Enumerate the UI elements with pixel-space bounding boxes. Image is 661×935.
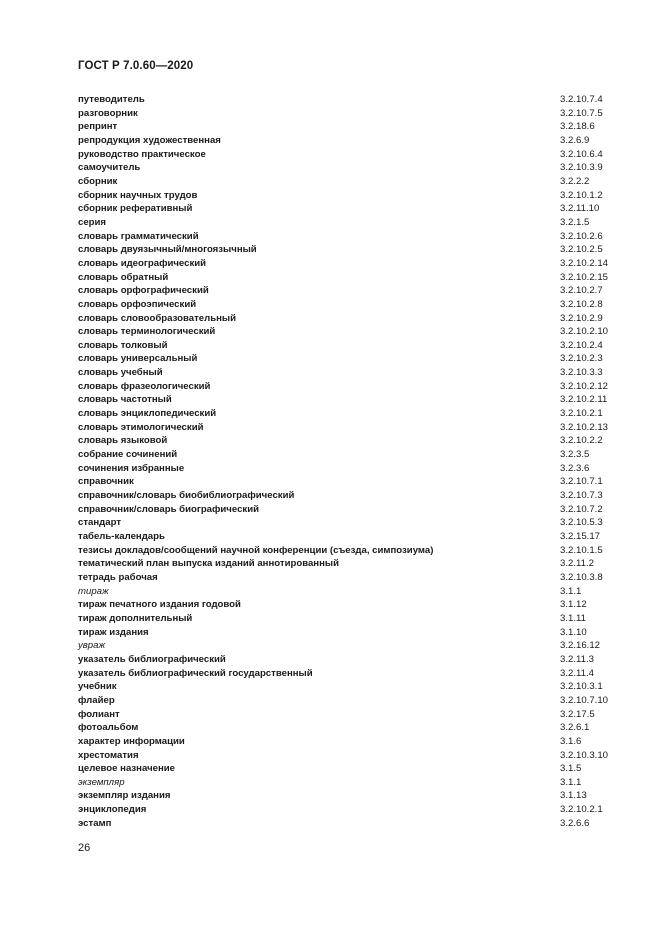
index-reference: 3.2.10.2.13 — [560, 421, 609, 433]
index-term: экземпляр издания — [78, 790, 171, 802]
index-reference: 3.2.10.3.3 — [560, 367, 603, 379]
index-reference: 3.2.10.3.9 — [560, 162, 603, 174]
index-reference: 3.2.10.2.5 — [560, 244, 603, 256]
index-term: эстамп — [78, 817, 112, 829]
index-entry — [78, 612, 618, 626]
document-header: ГОСТ Р 7.0.60—2020 — [78, 60, 194, 72]
index-entry — [78, 762, 618, 776]
index-term: словарь толковый — [78, 339, 168, 351]
index-entry — [78, 380, 618, 394]
index-reference: 3.2.10.2.9 — [560, 312, 603, 324]
index-reference: 3.2.10.7.5 — [560, 107, 603, 119]
index-reference: 3.1.1 — [560, 585, 582, 597]
index-entry — [78, 312, 618, 326]
index-entry — [78, 462, 618, 476]
index-term: учебник — [78, 681, 117, 693]
index-entry — [78, 598, 618, 612]
index-reference: 3.2.11.2 — [560, 558, 594, 570]
index-reference: 3.2.10.2.4 — [560, 339, 603, 351]
index-entry — [78, 216, 618, 230]
index-term: словарь учебный — [78, 367, 163, 379]
index-entry — [78, 161, 618, 175]
index-entry — [78, 708, 618, 722]
index-entry — [78, 503, 618, 517]
index-reference: 3.2.10.2.7 — [560, 285, 603, 297]
index-entry — [78, 107, 618, 121]
index-reference: 3.2.10.1.5 — [560, 544, 603, 556]
index-reference: 3.2.10.7.4 — [560, 94, 603, 105]
index-term: словарь языковой — [78, 435, 168, 447]
index-entry — [78, 653, 618, 667]
index-entry — [78, 680, 618, 694]
index-entry — [78, 817, 618, 831]
index-reference: 3.2.10.2.10 — [560, 326, 609, 338]
index-term: словарь двуязычный/многоязычный — [78, 244, 257, 256]
index-entry — [78, 776, 618, 790]
index-reference: 3.2.11.4 — [560, 667, 594, 679]
index-reference: 3.2.10.2.1 — [560, 408, 603, 420]
index-entry — [78, 516, 618, 530]
index-entry — [78, 202, 618, 216]
index-reference: 3.1.11 — [560, 612, 586, 624]
index-term: тираж дополнительный — [78, 612, 193, 624]
index-reference: 3.2.10.2.14 — [560, 257, 609, 269]
index-entry — [78, 448, 618, 462]
index-reference: 3.1.13 — [560, 790, 587, 802]
index-entry — [78, 475, 618, 489]
term-index-list — [78, 93, 618, 830]
index-entry — [78, 530, 618, 544]
index-term: справочник — [78, 476, 134, 488]
index-term: тираж — [78, 585, 109, 597]
index-entry — [78, 352, 618, 366]
index-entry — [78, 735, 618, 749]
index-entry — [78, 571, 618, 585]
index-reference: 3.2.10.1.2 — [560, 189, 603, 201]
index-entry — [78, 489, 618, 503]
index-term: табель-календарь — [78, 531, 165, 542]
index-term: словарь орфоэпический — [78, 298, 197, 310]
index-reference: 3.2.6.1 — [560, 722, 590, 734]
index-entry — [78, 407, 618, 421]
index-term: руководство практическое — [78, 148, 206, 160]
index-term: самоучитель — [78, 162, 141, 174]
index-reference: 3.2.16.12 — [560, 640, 601, 652]
index-term: словарь универсальный — [78, 353, 198, 365]
index-term: собрание сочинений — [78, 449, 178, 461]
index-term: стандарт — [78, 517, 122, 529]
index-entry — [78, 789, 618, 803]
index-reference: 3.2.11.3 — [560, 653, 594, 665]
index-reference: 3.2.10.7.1 — [560, 476, 603, 488]
index-entry — [78, 721, 618, 735]
index-reference: 3.2.10.3.1 — [560, 681, 603, 693]
index-term: тираж печатного издания годовой — [78, 599, 241, 611]
index-reference: 3.1.10 — [560, 626, 587, 638]
index-reference: 3.2.6.6 — [560, 817, 590, 829]
index-entry — [78, 257, 618, 271]
index-term: серия — [78, 216, 107, 228]
index-reference: 3.1.1 — [560, 776, 582, 788]
index-entry — [78, 284, 618, 298]
index-term: справочник/словарь биобиблиографический — [78, 490, 295, 502]
index-entry — [78, 243, 618, 257]
index-reference: 3.2.15.17 — [560, 531, 601, 542]
index-entry — [78, 421, 618, 435]
index-reference: 3.2.10.2.1 — [560, 804, 603, 816]
index-term: энциклопедия — [78, 804, 147, 816]
index-reference: 3.2.10.6.4 — [560, 148, 603, 160]
index-entry — [78, 271, 618, 285]
index-term: тезисы докладов/сообщений научной конференции (съезда, симпозиума) — [78, 544, 434, 556]
index-reference: 3.2.10.2.12 — [560, 380, 609, 392]
index-term: увраж — [78, 640, 106, 652]
index-reference: 3.2.10.3.8 — [560, 571, 603, 583]
index-reference: 3.2.10.5.3 — [560, 517, 603, 529]
index-entry — [78, 339, 618, 353]
index-reference: 3.2.1.5 — [560, 216, 590, 228]
index-reference: 3.1.12 — [560, 599, 587, 611]
index-reference: 3.2.6.9 — [560, 134, 590, 146]
index-term: указатель библиографический — [78, 653, 226, 665]
index-entry — [78, 148, 618, 162]
index-reference: 3.2.3.5 — [560, 449, 590, 461]
index-term: хрестоматия — [78, 749, 139, 761]
index-entry — [78, 134, 618, 148]
index-term: целевое назначение — [78, 763, 176, 775]
index-term: сборник научных трудов — [78, 189, 198, 201]
index-entry — [78, 298, 618, 312]
index-term: тираж издания — [78, 626, 149, 638]
index-term: словарь частотный — [78, 394, 172, 406]
index-entry — [78, 557, 618, 571]
index-term: сборник — [78, 175, 118, 187]
index-entry — [78, 749, 618, 763]
index-term: сборник реферативный — [78, 203, 193, 215]
index-term: словарь словообразовательный — [78, 312, 236, 324]
index-term: тетрадь рабочая — [78, 571, 158, 583]
index-term: словарь энциклопедический — [78, 408, 217, 420]
index-term: словарь этимологический — [78, 421, 204, 433]
index-reference: 3.2.17.5 — [560, 708, 595, 720]
index-reference: 3.2.10.3.10 — [560, 749, 609, 761]
index-reference: 3.2.3.6 — [560, 462, 590, 474]
index-reference: 3.2.10.2.15 — [560, 271, 609, 283]
index-entry — [78, 639, 618, 653]
index-term: фотоальбом — [78, 722, 139, 734]
index-term: характер информации — [78, 735, 185, 747]
index-term: экземпляр — [78, 776, 125, 788]
index-reference: 3.1.6 — [560, 735, 582, 747]
index-term: путеводитель — [78, 94, 145, 105]
index-entry — [78, 544, 618, 558]
index-entry — [78, 175, 618, 189]
index-reference: 3.2.10.7.10 — [560, 694, 609, 706]
index-entry — [78, 325, 618, 339]
index-term: сочинения избранные — [78, 462, 185, 474]
index-reference: 3.2.18.6 — [560, 121, 595, 133]
index-term: разговорник — [78, 107, 138, 119]
index-reference: 3.2.10.7.3 — [560, 490, 603, 502]
index-reference: 3.2.10.2.11 — [560, 394, 608, 406]
index-term: словарь идеографический — [78, 257, 207, 269]
index-reference: 3.2.10.2.3 — [560, 353, 603, 365]
index-term: тематический план выпуска изданий аннотированный — [78, 558, 339, 570]
index-term: справочник/словарь биографический — [78, 503, 260, 515]
index-entry — [78, 366, 618, 380]
page-number: 26 — [78, 842, 91, 854]
index-reference: 3.2.10.2.8 — [560, 298, 603, 310]
index-entry — [78, 93, 618, 107]
index-entry — [78, 189, 618, 203]
index-term: флайер — [78, 694, 115, 706]
index-reference: 3.2.11.10 — [560, 203, 600, 215]
index-entry — [78, 434, 618, 448]
index-term: словарь терминологический — [78, 326, 216, 338]
index-entry — [78, 230, 618, 244]
index-entry — [78, 626, 618, 640]
index-term: словарь орфографический — [78, 285, 209, 297]
index-entry — [78, 585, 618, 599]
index-term: словарь грамматический — [78, 230, 199, 242]
index-reference: 3.2.10.2.2 — [560, 435, 603, 447]
index-reference: 3.1.5 — [560, 763, 582, 775]
index-term: фолиант — [78, 708, 120, 720]
index-entry — [78, 120, 618, 134]
index-entry — [78, 393, 618, 407]
index-term: репродукция художественная — [78, 134, 221, 146]
index-term: указатель библиографический государственный — [78, 667, 313, 679]
index-reference: 3.2.2.2 — [560, 175, 590, 187]
index-term: репринт — [78, 121, 118, 133]
index-term: словарь фразеологический — [78, 380, 211, 392]
index-reference: 3.2.10.2.6 — [560, 230, 603, 242]
index-entry — [78, 667, 618, 681]
index-entry — [78, 803, 618, 817]
index-entry — [78, 694, 618, 708]
index-term: словарь обратный — [78, 271, 169, 283]
index-reference: 3.2.10.7.2 — [560, 503, 603, 515]
